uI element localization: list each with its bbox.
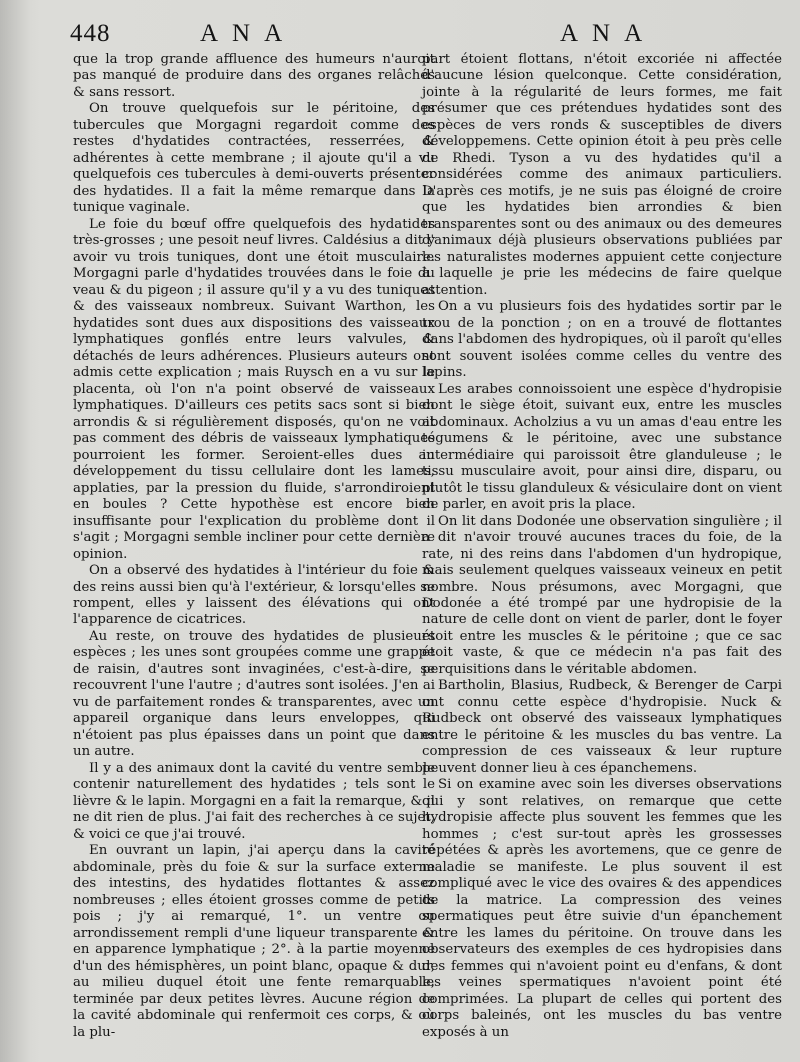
paragraph: Si on examine avec soin les diverses observations qui y sont relatives, on remarque que cette hydropisie affecte plus souvent les femmes que les hommes ; c'est sur-tout après les grossesses répétées & après les avortemens, que ce genre de maladie se manifeste. Le plus souvent il est compliqué avec le vice des ovaires & des appendices de la matrice. La compression des veines spermatiques peut être suivie d'un épanchement entre les lames du péritoine. On trouve dans les observateurs des exemples de ces hydropisies dans des femmes qui n'avoient point eu d'enfans, & dont les veines spermatiques n'avoient point été comprimées. La plupart de celles qui portent des corps baleinés, ont les muscles du bas ventre exposés à un xyxy=(422,777,782,1040)
paragraph: Les arabes connoissoient une espèce d'hydropisie dont le siège étoit, suivant eux, entre les muscles abdominaux. Acholzius a vu un amas d'eau entre les tégumens & le péritoine, avec une substance intermédiaire qui paroissoit être glanduleuse ; le tissu musculaire avoit, pour ainsi dire, disparu, ou plutôt le tissu glanduleux & vésiculaire dont on vient de parler, en avoit pris la place. xyxy=(422,381,782,513)
paragraph: Au reste, on trouve des hydatides de plusieurs espèces ; les unes sont groupées comme une grappe de raisin, d'autres sont invaginées, c'est-à-dire, se recouvrent l'une l'autre ; d'autres sont isolées. J'en ai vu de parfaitement rondes & transparentes, avec un appareil organique dans leurs enveloppes, qui n'étoient pas plus épaisses dans un point que dans un autre. xyxy=(73,628,435,760)
binding-shadow xyxy=(0,0,30,1062)
paragraph: On lit dans Dodonée une observation singulière ; il a dit n'avoir trouvé aucunes traces du foie, de la rate, ni des reins dans l'abdomen d'un hydropique, mais seulement quelques vaisseaux veineux en petit nombre. Nous présumons, avec Morgagni, que Dodonée a été trompé par une hydropisie de la nature de celle dont on vient de parler, dont le foyer étoit entre les muscles & le péritoine ; que ce sac étoit vaste, & que ce médecin n'a pas fait des perquisitions dans le véritable abdomen. xyxy=(422,513,782,677)
running-head-left: ANA xyxy=(200,20,297,47)
paragraph: On a observé des hydatides à l'intérieur du foie & des reins aussi bien qu'à l'extérieur, & lorsqu'elles se rompent, elles y laissent des élévations qui ont l'apparence de cicatrices. xyxy=(73,563,435,628)
column-gutter xyxy=(410,52,411,1002)
running-head-right: ANA xyxy=(560,20,657,47)
page-number: 448 xyxy=(70,20,111,47)
left-column xyxy=(73,52,435,1052)
paragraph: Le foie du bœuf offre quelquefois des hydatides très-grosses ; une pesoit neuf livres. Caldésius a dit y avoir vu trois tuniques, dont une étoit musculaire. Morgagni parle d'hydatides trouvées dans le foie du veau & du pigeon ; il assure qu'il y a vu des tuniques & des vaisseaux nombreux. Suivant Warthon, les hydatides sont dues aux dispositions des vaisseaux lymphatiques gonflés entre leurs valvules, & détachés de leurs adhérences. Plusieurs auteurs ont admis cette explication ; mais Ruysch en a vu sur le placenta, où l'on n'a point observé de vaisseaux lymphatiques. D'ailleurs ces petits sacs sont si bien arrondis & si régulièrement disposés, qu'on ne voit pas comment des débris de vaisseaux lymphatiques pourroient les former. Seroient-elles dues au développement du tissu cellulaire dont les lames, applaties, par la pression du fluide, s'arrondiroient en boules ? Cette hypothèse est encore bien insuffisante pour l'explication du problème dont il s'agit ; Morgagni semble incliner pour cette dernière opinion. xyxy=(73,216,435,562)
paragraph: On trouve quelquefois sur le péritoine, des tubercules que Morgagni regardoit comme des restes d'hydatides contractées, resserrées, & adhérentes à cette membrane ; il ajoute qu'il a vu quelquefois ces tubercules à demi-ouverts présenter des hydatides. Il a fait la même remarque dans la tunique vaginale. xyxy=(73,101,435,216)
paragraph: Il y a des animaux dont la cavité du ventre semble contenir naturellement des hydatides ; tels sont le lièvre & le lapin. Morgagni en a fait la remarque, & il ne dit rien de plus. J'ai fait des recherches à ce sujet, & voici ce que j'ai trouvé. xyxy=(73,760,435,842)
paragraph: On a vu plusieurs fois des hydatides sortir par le trou de la ponction ; on en a trouvé de flottantes dans l'abdomen des hydropiques, où il paroît qu'elles sont souvent isolées comme celles du ventre des lapins. xyxy=(422,299,782,381)
paragraph: que la trop grande affluence des humeurs n'auroit pas manqué de produire dans des organes relâchés & sans ressort. xyxy=(73,52,435,100)
page-header xyxy=(0,18,800,52)
paragraph: En ouvrant un lapin, j'ai aperçu dans la cavité abdominale, près du foie & sur la surface externe des intestins, des hydatides flottantes & assez nombreuses ; elles étoient grosses comme de petits pois ; j'y ai remarqué, 1°. un ventre ou arrondissement rempli d'une liqueur transparente & en apparence lymphatique ; 2°. à la partie moyenne d'un des hémisphères, un point blanc, opaque & dur, au milieu duquel étoit une fente remarquable, terminée par deux petites lèvres. Aucune région de la cavité abdominale qui renfermoit ces corps, & où la plu- xyxy=(73,843,435,1040)
paragraph: Bartholin, Blasius, Rudbeck, & Berenger de Carpi ont connu cette espèce d'hydropisie. Nuck & Rudbeck ont observé des vaisseaux lymphatiques entre le péritoine & les muscles du bas ventre. La compression de ces vaisseaux & leur rupture peuvent donner lieu à ces épanchemens. xyxy=(422,678,782,776)
paragraph: part étoient flottans, n'étoit excoriée ni affectée d'aucune lésion quelconque. Cette considération, jointe à la régularité de leurs formes, me fait présumer que ces prétendues hydatides sont des espèces de vers ronds & susceptibles de divers développemens. Cette opinion étoit à peu près celle de Rhedi. Tyson a vu des hydatides qu'il a considérées comme des animaux particuliers. D'après ces motifs, je ne suis pas éloigné de croire que les hydatides bien arrondies & bien transparentes sont ou des animaux ou des demeures d'animaux déjà plusieurs observations publiées par les naturalistes modernes appuient cette conjecture à laquelle je prie les médecins de faire quelque attention. xyxy=(422,52,782,298)
right-column xyxy=(422,52,782,1052)
